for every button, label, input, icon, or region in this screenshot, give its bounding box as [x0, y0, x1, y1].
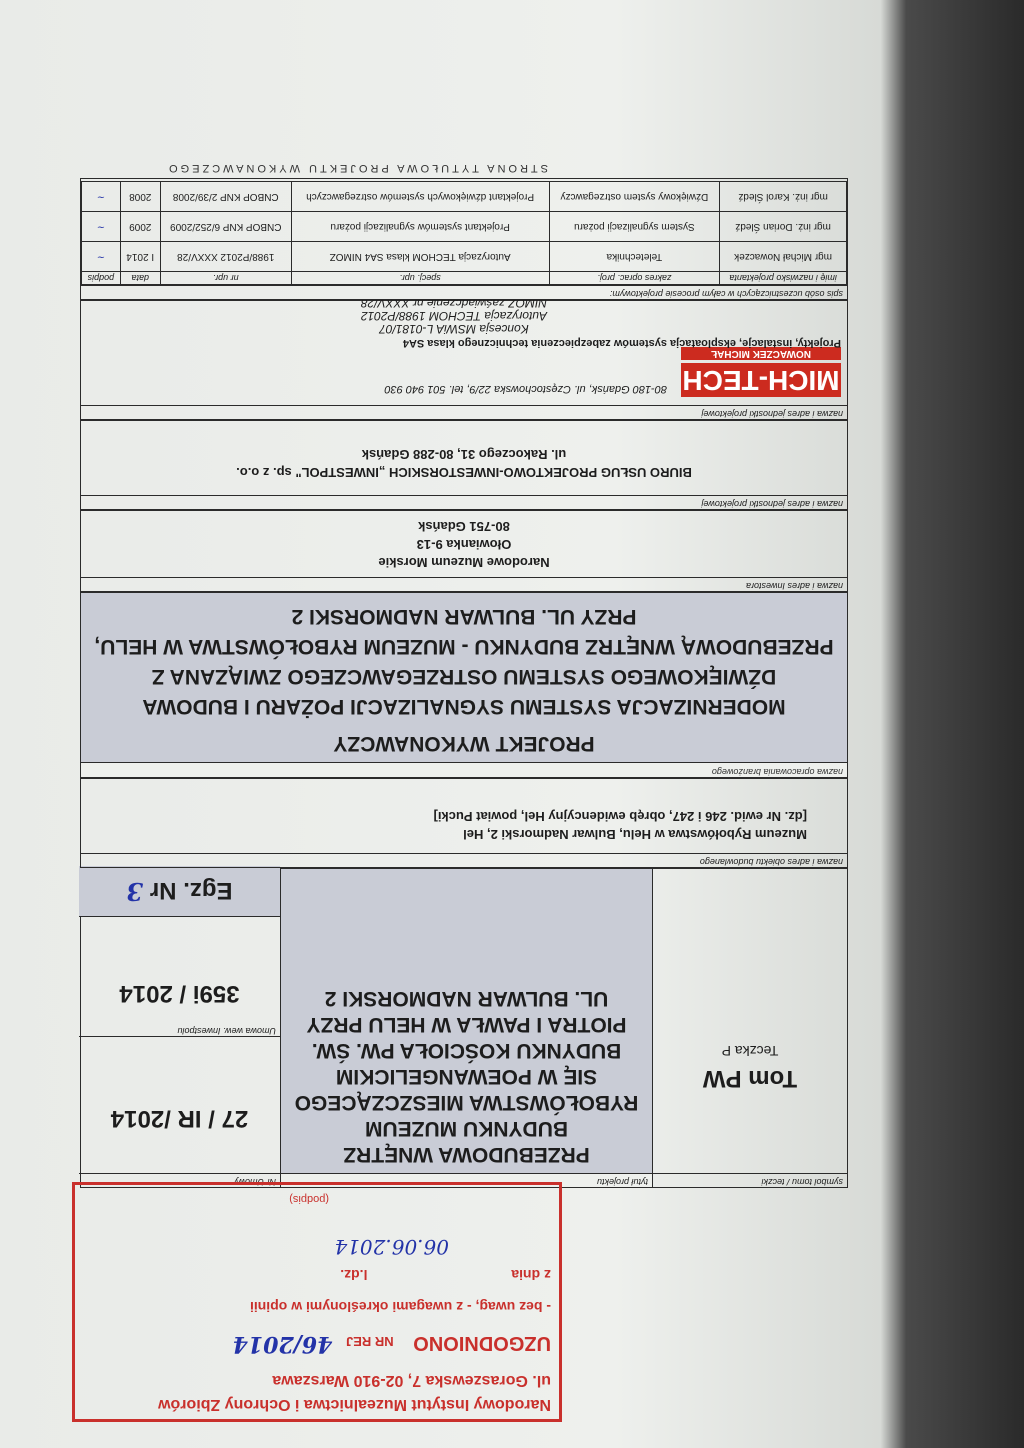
header-cell: imię i nazwisko projektanta — [720, 272, 847, 285]
table-cell: Autoryzacja TECHOM klasa SA4 NIMOZ — [291, 242, 549, 272]
office-text — [81, 445, 847, 481]
tom-label: Tom PW — [702, 1065, 798, 1092]
header-symbol — [652, 869, 847, 1187]
logo-subtext: NOWACZEK MICHAŁ — [681, 347, 841, 360]
object-line2: [dz. Nr ewid. 246 i 247, obręb ewidencyjny Hel, powiat Pucki] — [433, 809, 807, 824]
stamp-date-handwritten: 06.06.2014 — [334, 1235, 449, 1259]
contract-number: 27 / IR /2014 — [110, 1105, 249, 1132]
firm-block — [80, 296, 848, 420]
table-cell: 2009 — [120, 212, 160, 242]
table-cell: Projektant systemów sygnalizacji pożaru — [291, 212, 549, 242]
object-address — [80, 778, 848, 868]
title-sheet — [80, 162, 848, 1188]
firm-licenses — [361, 296, 547, 335]
design-title: PROJEKT WYKONAWCZY — [333, 732, 595, 755]
investor-line1: Narodowe Muzeum Morskie — [378, 555, 550, 570]
license-2: Autoryzacja TECHOM 1988/P2012 — [360, 309, 547, 323]
investor-line3: 80-751 Gdańsk — [418, 519, 510, 534]
firm-address: 80-180 Gdańsk, ul. Częstochowska 22/9, tel. 501 940 930 — [384, 383, 667, 395]
symbol-caption: symbol tomu / teczki — [653, 1173, 847, 1187]
object-address-text — [434, 807, 808, 843]
table-row — [82, 182, 847, 212]
signature-cell — [82, 212, 121, 242]
stamp-approved-label: UZGODNIONO — [413, 1332, 551, 1354]
header-cell: podpis — [82, 272, 121, 285]
signature: ~ — [96, 221, 106, 232]
designers-block — [80, 178, 848, 300]
design-office-block — [80, 420, 848, 510]
footer-caption: STRONA TYTUŁOWA PROJEKTU WYKONAWCZEGO — [166, 162, 548, 174]
logo-text: MICH-TECH — [682, 365, 840, 396]
approval-stamp — [72, 1182, 562, 1422]
stamp-line2: ul. Goraszewska 7, 02-910 Warszawa — [272, 1372, 551, 1389]
table-cell: mgr inż. Karol Śledź — [720, 182, 847, 212]
header-cell: specj. upr. — [291, 272, 549, 285]
table-cell: mgr Michał Nowaczek — [720, 242, 847, 272]
signature-cell — [82, 242, 121, 272]
designers-caption: spis osób uczestniczących w całym procesie projektowym: — [81, 285, 847, 299]
stamp-reg-label: NR REJ — [345, 1334, 394, 1349]
license-1: Koncesja MSWiA L-0181/07 — [379, 322, 529, 336]
table-cell: CNBOP KNP 2/39/2008 — [160, 182, 291, 212]
signature: ~ — [96, 251, 106, 262]
license-3: NIMOZ zaświadczenie nr XXXV/28 — [360, 296, 547, 310]
teczka-label: Teczka P — [721, 1043, 779, 1059]
investor-block — [80, 510, 848, 592]
stamp-date-line — [340, 1267, 551, 1283]
investor-text — [81, 517, 847, 571]
copy-number — [79, 866, 280, 917]
copy-number-handwritten: 3 — [126, 877, 144, 906]
stamp-line4: - bez uwag, - z uwagami określonymi w opinii — [249, 1299, 551, 1315]
design-subtitle: MODERNIZACJA SYSTEMU SYGNALIZACJI POŻARU I BUDOWA DŹWIĘKOWEGO SYSTEMU OSTRZEGAWCZEGO ZWIĄZANA Z PRZEBUDOWĄ WNĘTRZ BUDYNKU - MUZEUM RYBOŁÓWSTWA W HELU, PRZY UL. BULWAR NADMORSKI 2 — [94, 605, 834, 718]
investor-line2: Ołowianka 9-13 — [416, 537, 512, 552]
firm-caption: nazwa i adres jednostki projektowej — [81, 405, 847, 419]
header-contract — [79, 869, 280, 1187]
signature: ~ — [96, 191, 106, 202]
table-cell: I 2014 — [120, 242, 160, 272]
header-cell: zakres oprac. proj. — [549, 272, 720, 285]
office-line2: ul. Rakoczego 31, 80-288 Gdańsk — [361, 447, 567, 462]
header-cell: nr upr. — [160, 272, 291, 285]
stamp-ldz-label: l.dz. — [340, 1267, 368, 1283]
table-cell: 2008 — [120, 182, 160, 212]
signature-cell — [82, 182, 121, 212]
table-row — [82, 242, 847, 272]
table-cell: Teletechnika — [549, 242, 720, 272]
stamp-approved — [233, 1331, 551, 1357]
contract-caption: Nr Umowy — [79, 1173, 280, 1187]
mich-tech-logo — [681, 347, 841, 397]
table-row — [82, 212, 847, 242]
investor-caption: nazwa i adres Inwestora — [81, 577, 847, 591]
table-cell: mgr inż. Dorian Śledź — [720, 212, 847, 242]
table-cell: System sygnalizacji pożaru — [549, 212, 720, 242]
project-title: PRZEBUDOWA WNĘTRZ BUDYNKU MUZEUM RYBOŁÓWSTWA MIESZCZĄCEGO SIĘ W POEWANGELICKIM BUDYNKU KOŚCIOŁA PW. ŚW. PIOTRA I PAWŁA W HELU PRZY UL. BULWAR NADMORSKI 2 — [294, 987, 639, 1166]
object-line1: Muzeum Rybołówstwa w Helu, Bulwar Nadmorski 2, Hel — [463, 827, 807, 842]
design-block — [80, 592, 848, 778]
designers-header-row — [82, 272, 847, 285]
stamp-line1: Narodowy Instytut Muzealnictwa i Ochrony Zbiorów — [158, 1396, 551, 1413]
header-block — [80, 868, 848, 1188]
object-caption: nazwa i adres obiektu budowlanego — [81, 853, 847, 867]
header-cell: data — [120, 272, 160, 285]
stamp-date-label: z dnia — [511, 1267, 551, 1283]
stamp-reg-number: 46/2014 — [232, 1331, 333, 1357]
title-caption: tytuł projektu — [281, 1173, 652, 1187]
office-caption: nazwa i adres jednostki projektowej — [81, 495, 847, 509]
table-cell: Dźwiękowy system ostrzegawczy — [549, 182, 720, 212]
header-title — [280, 869, 652, 1187]
copy-label: Egz. Nr — [149, 877, 233, 904]
designers-table — [81, 181, 847, 285]
stamp-frame — [62, 1172, 562, 1422]
design-caption: nazwa opracowania branżowego — [81, 762, 847, 777]
table-cell: 1988/P2012 XXXV/28 — [160, 242, 291, 272]
firm-description: Projekty, instalacje, eksploatacja systemów zabezpieczenia technicznego klasa SA4 — [402, 337, 841, 349]
internal-contract-caption: Umowa wew. Inwestpolu — [79, 1023, 280, 1037]
table-cell: Projektant dźwiękowych systemów ostrzegawczych — [291, 182, 549, 212]
internal-contract-number: 359i / 2014 — [119, 980, 240, 1007]
stamp-sign-caption: (podpis) — [289, 1193, 329, 1205]
table-cell: CNBOP KNP 6/252/2009 — [160, 212, 291, 242]
office-line1: BIURO USŁUG PROJEKTOWO-INWESTORSKICH „INWESTPOL" sp. z o.o. — [236, 465, 692, 480]
